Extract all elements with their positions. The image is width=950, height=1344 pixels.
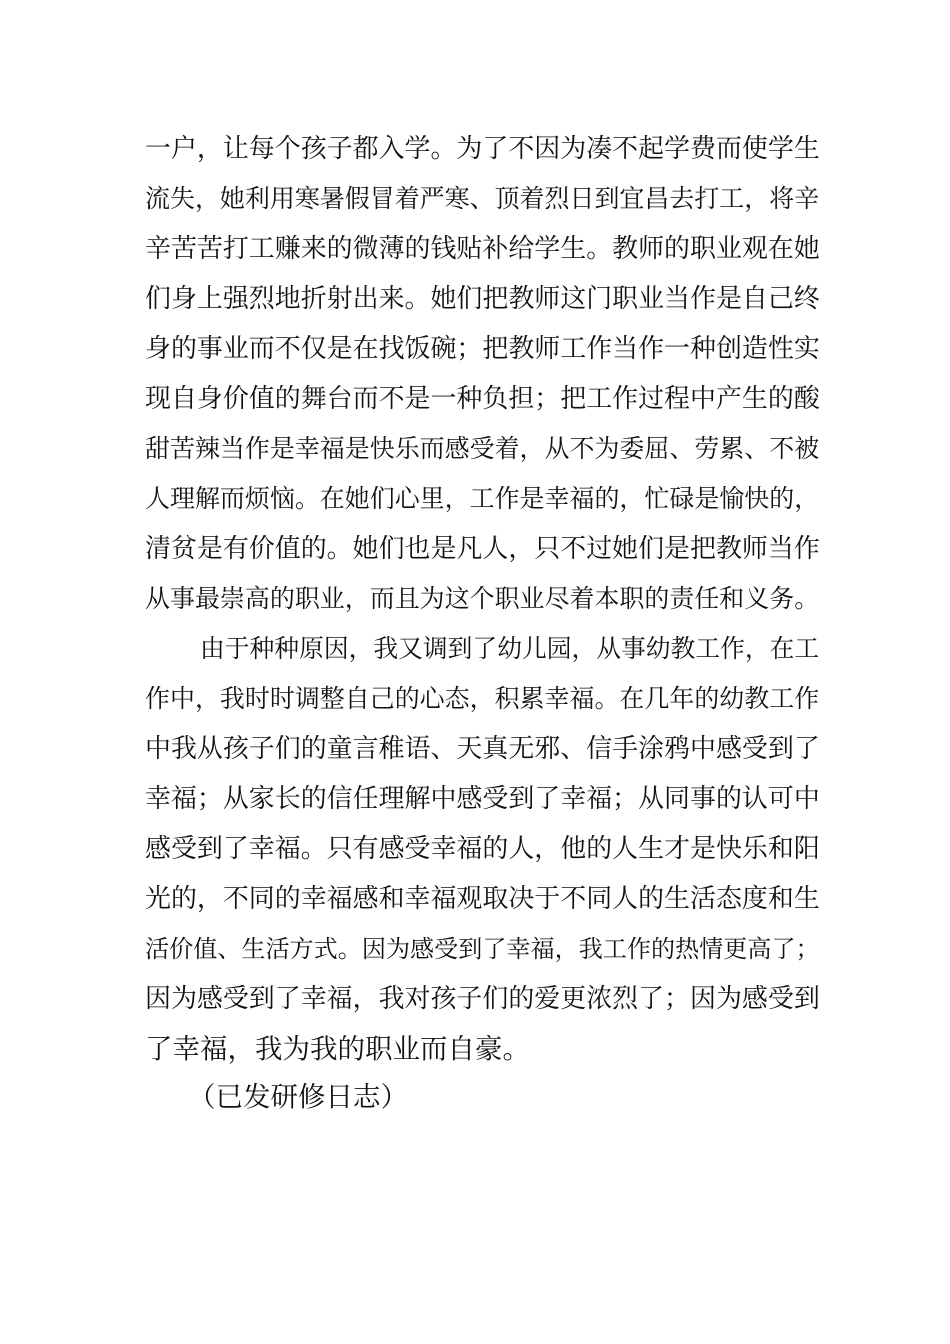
text-line: 一户，让每个孩子都入学。为了不因为凑不起学费而使学生: [145, 134, 820, 164]
text-line: 清贫是有价值的。她们也是凡人，只不过她们是把教师当作: [145, 534, 820, 564]
footer-note: （已发研修日志）: [188, 1081, 408, 1113]
text-line: 因为感受到了幸福，我对孩子们的爱更浓烈了；因为感受到: [145, 984, 820, 1014]
text-line: 由于种种原因，我又调到了幼儿园，从事幼教工作，在工: [200, 634, 820, 663]
text-line: 人理解而烦恼。在她们心里，工作是幸福的，忙碌是愉快的，: [145, 484, 820, 513]
text-line: 辛苦苦打工赚来的微薄的钱贴补给学生。教师的职业观在她: [145, 234, 820, 264]
text-line: 中我从孩子们的童言稚语、天真无邪、信手涂鸦中感受到了: [145, 734, 820, 764]
text-line: 光的，不同的幸福感和幸福观取决于不同人的生活态度和生: [145, 884, 820, 914]
text-line: 身的事业而不仅是在找饭碗；把教师工作当作一种创造性实: [145, 334, 820, 364]
text-line: 们身上强烈地折射出来。她们把教师这门职业当作是自己终: [145, 284, 820, 314]
text-line: 活价值、生活方式。因为感受到了幸福，我工作的热情更高了；: [145, 935, 820, 963]
text-line: 流失，她利用寒暑假冒着严寒、顶着烈日到宜昌去打工，将辛: [145, 184, 820, 213]
text-line: 从事最崇高的职业，而且为这个职业尽着本职的责任和义务。: [145, 584, 820, 613]
text-line: 了幸福，我为我的职业而自豪。: [145, 1033, 530, 1065]
text-line: 作中，我时时调整自己的心态，积累幸福。在几年的幼教工作: [145, 684, 820, 713]
text-line: 甜苦辣当作是幸福是快乐而感受着，从不为委屈、劳累、不被: [145, 434, 820, 463]
text-line: 现自身价值的舞台而不是一种负担；把工作过程中产生的酸: [145, 384, 820, 414]
text-line: 幸福；从家长的信任理解中感受到了幸福；从同事的认可中: [145, 784, 820, 814]
text-line: 感受到了幸福。只有感受幸福的人，他的人生才是快乐和阳: [145, 834, 820, 864]
